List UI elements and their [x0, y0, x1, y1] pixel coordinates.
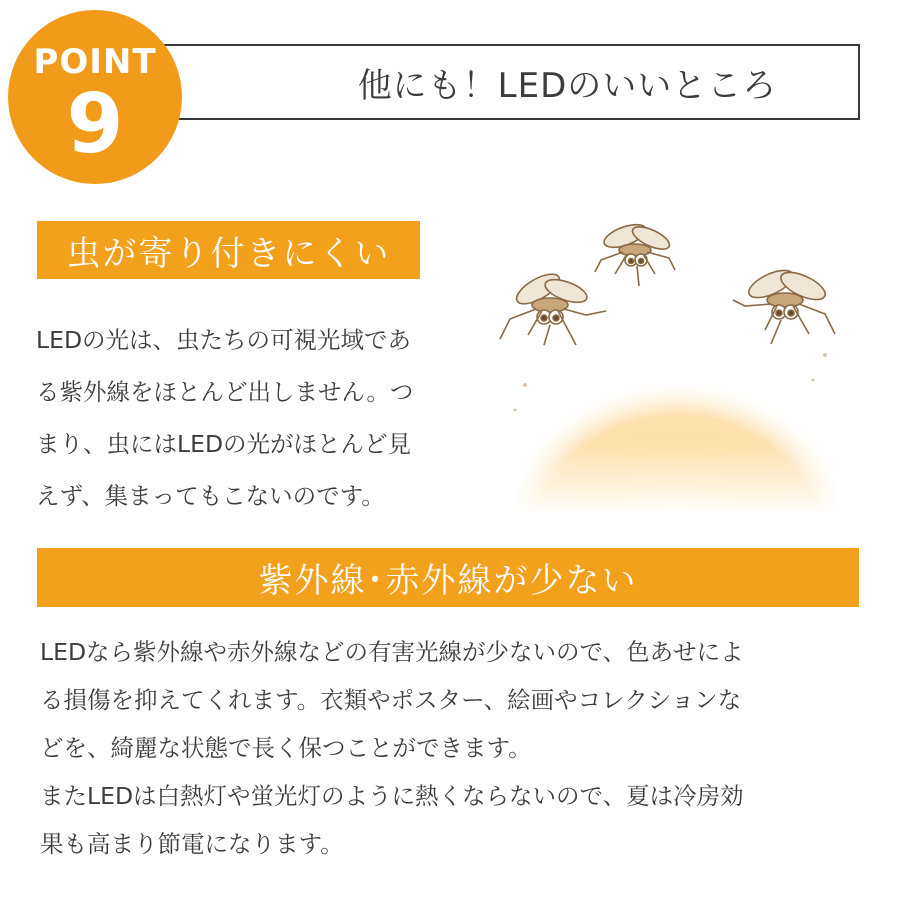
body-line: る損傷を抑えてくれます。衣類やポスター、絵画やコレクションな [40, 686, 742, 714]
section-body-insects [36, 314, 476, 522]
point-number: 9 [66, 77, 124, 172]
light-fade [495, 445, 865, 515]
title-box [120, 44, 860, 120]
body-line: まり、虫にはLEDの光がほとんど見 [36, 430, 412, 458]
body-line: LEDなら紫外線や赤外線などの有害光線が少ないので、色あせによ [40, 638, 744, 666]
section-body-uv-ir [40, 628, 868, 868]
section-heading-insects: 虫が寄り付きにくい [37, 221, 420, 279]
body-line: る紫外線をほとんど出しません。つ [36, 378, 414, 406]
mosquito-icon [733, 265, 835, 344]
body-line: どを、綺麗な状態で長く保つことができます。 [40, 734, 532, 762]
body-line: えず、集まってもこないのです。 [36, 482, 385, 510]
body-line: 果も高まり節電になります。 [40, 830, 344, 858]
point-label: POINT [33, 42, 157, 82]
body-line: またLEDは白熱灯や蛍光灯のように熱くならないので、夏は冷房効 [40, 782, 744, 810]
mosquito-icon [595, 220, 675, 286]
point-badge [8, 10, 182, 184]
body-line: LEDの光は、虫たちの可視光域であ [36, 326, 412, 354]
mosquito-icon [500, 268, 606, 345]
page-title: 他にも！LEDのいいところ [357, 65, 778, 106]
section-heading-uv-ir: 紫外線･赤外線が少ない [37, 548, 859, 607]
mosquito-light-illustration [495, 205, 865, 515]
